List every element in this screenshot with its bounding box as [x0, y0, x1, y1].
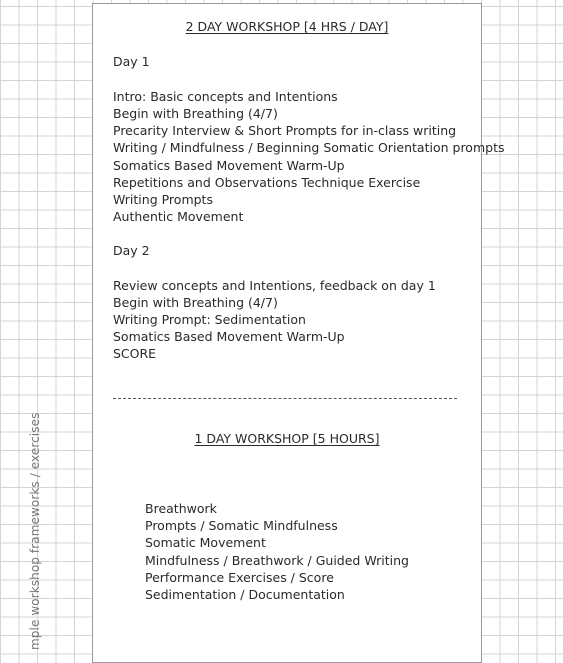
day-1-item: Authentic Movement	[113, 209, 244, 224]
document-page	[92, 3, 505, 663]
one-day-item: Somatic Movement	[145, 535, 266, 550]
day-2-item: Writing Prompt: Sedimentation	[113, 312, 306, 327]
day-1-item: Begin with Breathing (4/7)	[113, 106, 278, 121]
day-2-item: SCORE	[113, 346, 157, 361]
one-day-item: Performance Exercises / Score	[145, 570, 334, 585]
two-day-workshop-title-text: 2 DAY WORKSHOP [4 HRS / DAY]	[185, 19, 389, 34]
day-1-item: Repetitions and Observations Technique Exercise	[113, 175, 421, 190]
one-day-item: Breathwork	[145, 501, 217, 516]
section-divider	[113, 398, 457, 399]
two-day-workshop-title	[93, 19, 481, 34]
one-day-workshop-title-text: 1 DAY WORKSHOP [5 HOURS]	[194, 431, 380, 446]
day-2-item: Somatics Based Movement Warm-Up	[113, 329, 345, 344]
one-day-workshop-title	[93, 431, 481, 446]
side-caption: mple workshop frameworks / exercises	[28, 412, 42, 650]
day-1-item: Precarity Interview & Short Prompts for in-class writing	[113, 123, 457, 138]
one-day-item: Prompts / Somatic Mindfulness	[145, 518, 338, 533]
day-1-item: Writing Prompts	[113, 192, 213, 207]
day-2-heading: Day 2	[113, 243, 150, 258]
day-2-item: Review concepts and Intentions, feedback on day 1	[113, 278, 436, 293]
one-day-item: Mindfulness / Breathwork / Guided Writing	[145, 553, 409, 568]
day-1-item: Writing / Mindfulness / Beginning Somatic Orientation prompts	[113, 140, 505, 155]
one-day-item: Sedimentation / Documentation	[145, 587, 345, 602]
day-2-item: Begin with Breathing (4/7)	[113, 295, 278, 310]
day-1-item: Intro: Basic concepts and Intentions	[113, 89, 338, 104]
day-1-item: Somatics Based Movement Warm-Up	[113, 158, 345, 173]
day-1-heading: Day 1	[113, 54, 150, 69]
